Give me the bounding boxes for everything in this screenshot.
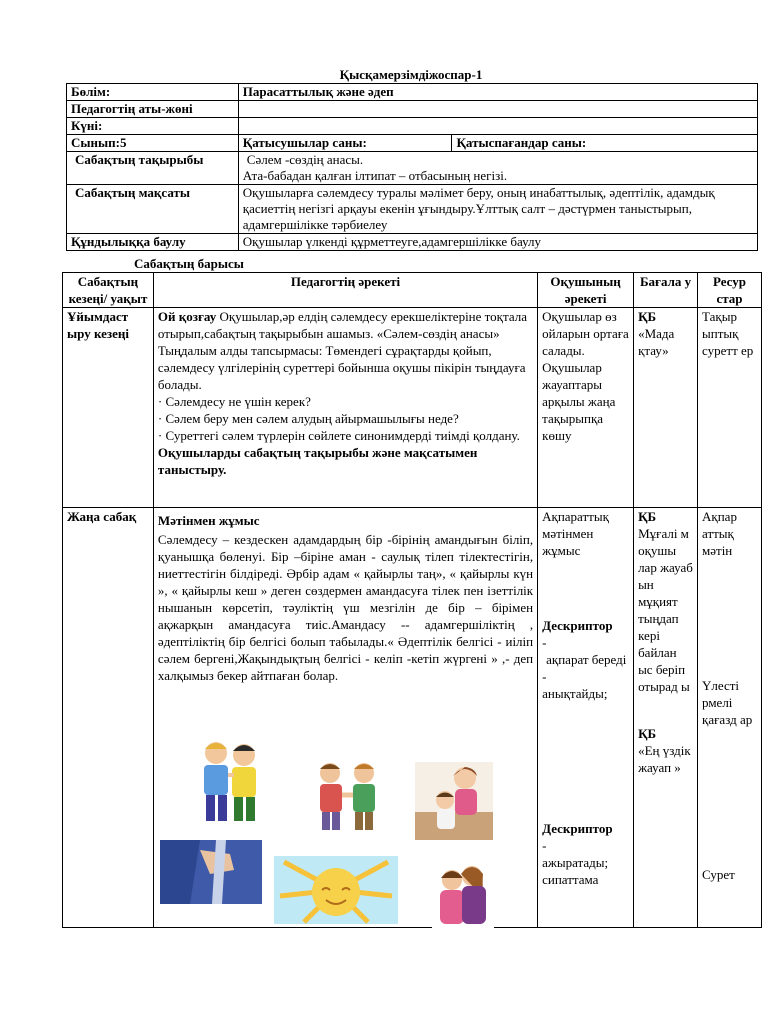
row2-assess-bold-2: ҚБ <box>638 726 657 741</box>
grade-label: Сынып:5 <box>67 135 239 152</box>
row1-student: Оқушылар өз ойларын ортаға салады. Оқушылар жауаптары арқылы жаңа тақырыпқа көшу <box>538 308 634 508</box>
row2-desc1-dash-2: - <box>542 669 547 684</box>
section-value: Парасаттылық және әдеп <box>238 84 757 101</box>
row2-student <box>538 508 634 928</box>
header-resource: Ресур стар <box>698 273 762 308</box>
row1-assess <box>634 308 698 508</box>
boys-greeting-picture <box>194 735 266 827</box>
present-label: Қатысушылар саны: <box>238 135 452 152</box>
date-value <box>238 118 757 135</box>
date-label: Күні: <box>67 118 239 135</box>
hugging-family-picture <box>432 858 494 934</box>
values-label: Құндылыққа баулу <box>67 234 239 251</box>
row1-teacher-text: Оқушылар,әр елдің сәлемдесу ерекшеліктеріне тоқтала отырып,сабақтың тақырыбын ашамыз. «Сәлем-сөздің анасы» Тыңдалым алды тапсырмасы: Төмендегі сұрақтарды қойып, сәлемдесу үлгілерінің суреттері бойынша оқушы пікірін тыңдауға болады. <box>157 309 527 392</box>
document-title: Қысқамерзімдіжоспар-1 <box>339 67 483 82</box>
sun-face-picture <box>274 856 398 924</box>
goal-value: Оқушыларға сәлемдесу туралы мәлімет беру, оның инабаттылық, әдептілік, адамдық қасиеттің негізгі арқауы екенін ұғындыру.Ұлттық салт – дәстүрмен таныстырып, адамгершілікке тәрбиелеу <box>238 185 757 234</box>
header-assess: Бағала у <box>634 273 698 308</box>
row1-stage: Ұйымдаст ыру кезеңі <box>63 308 154 508</box>
row2-desc2-c: сипаттама <box>542 872 599 887</box>
row2-descriptor-1: Дескриптор <box>542 618 613 633</box>
row1-question-2: · Сәлем беру мен сәлем алудың айырмашылығы неде? <box>157 411 459 426</box>
row2-desc1-b: ақпарат береді <box>546 652 627 667</box>
section-label: Бөлім: <box>67 84 239 101</box>
row2-teacher-text: Сәлемдесу – кездескен адамдардың бір -бірінің амандығын біліп, қуанышқа бөленуі. Бір –біріне аман - саулық тілеп тілектестігін, ниеттестігін білдіреді. Әрбір адам « қайырлы таң», « қайырлы күн », « қайырлы кеш » деген сөздермен амандасуға тілек пен ізеттілік нышанын көрсетіп, тәуліктің үш мезгілін де бір – бірімен ақжарқын амандасуға тиіс.Амандасу -- адамгершіліктің , әдептіліктің бір белгісі болып табылады.« Әдептілік белгісі - иіліп сәлем бергені,Жақындықтың белгісі - келіп -кетіп жүргені » ,- деп халқымыз бекер айтпаған болар. <box>157 532 534 683</box>
row2-desc2-b: ажыратады; <box>542 855 609 870</box>
absent-label: Қатыспағандар саны: <box>452 135 758 152</box>
row2-student-text: Ақпараттық мәтінмен жұмыс <box>542 509 609 558</box>
row2-assess-2: «Ең үздік жауап » <box>638 743 691 775</box>
mother-child-picture <box>415 762 493 840</box>
row2-assess <box>634 508 698 928</box>
values-value: Оқушылар үлкенді құрметтеуге,адамгершілікке баулу <box>238 234 757 251</box>
hand-on-heart-picture <box>160 840 262 904</box>
lesson-flow-table <box>62 272 762 928</box>
row2-assess-1: Мұғалі м оқушы лар жауаб ын мұқият тыңдап кері байлан ыс беріп отырад ы <box>638 526 693 694</box>
row1-teacher-bold: Ой қозғау <box>157 309 217 324</box>
row2-descriptor-2: Дескриптор <box>542 821 613 836</box>
row1-assess-bold: ҚБ <box>638 309 657 324</box>
row2-desc1-d: анықтайды; <box>542 686 608 701</box>
teacher-name-label: Педагогтің аты-жөні <box>67 101 239 118</box>
row1-intro: Оқушыларды сабақтың тақырыбы және мақсатымен таныстыру. <box>157 445 478 477</box>
row2-stage: Жаңа сабақ <box>63 508 154 928</box>
row1-resource: Тақыр ыптық суретт ер <box>698 308 762 508</box>
row2-resource-1: Ақпар аттық мәтін <box>702 509 737 558</box>
row1-question-1: · Сәлемдесу не үшін керек? <box>157 394 311 409</box>
goal-label: Сабақтың мақсаты <box>67 185 239 234</box>
teacher-name-value <box>238 101 757 118</box>
topic-line-2: Ата-бабадан қалған ілтипат – отбасының негізі. <box>242 168 508 183</box>
header-stage: Сабақтың кезеңі/ уақыт <box>63 273 154 308</box>
row2-resource-3: Сурет <box>702 867 735 882</box>
lesson-info-table <box>66 83 758 251</box>
row2-resource <box>698 508 762 928</box>
topic-value <box>238 152 757 185</box>
row1-question-3: · Суреттегі сәлем түрлерін сөйлете синонимдерді тиімді қолдану. <box>157 428 520 443</box>
topic-line-1: Сәлем -сөздің анасы. <box>246 152 364 167</box>
header-teacher: Педагогтің әрекеті <box>153 273 537 308</box>
row1-teacher <box>153 308 537 508</box>
topic-label: Сабақтың тақырыбы <box>67 152 239 185</box>
row2-assess-bold-1: ҚБ <box>638 509 657 524</box>
lesson-flow-title: Сабақтың барысы <box>134 256 244 271</box>
row2-desc1-dash-1: - <box>542 635 547 650</box>
row1-assess-text: «Мада қтау» <box>638 326 675 358</box>
row2-desc2-dash: - <box>542 838 547 853</box>
row2-resource-2: Үлесті рмелі қағазд ар <box>702 678 753 727</box>
handshake-kids-picture <box>308 757 386 833</box>
row2-teacher-bold: Мәтінмен жұмыс <box>157 513 260 528</box>
header-student: Оқушының әрекеті <box>538 273 634 308</box>
